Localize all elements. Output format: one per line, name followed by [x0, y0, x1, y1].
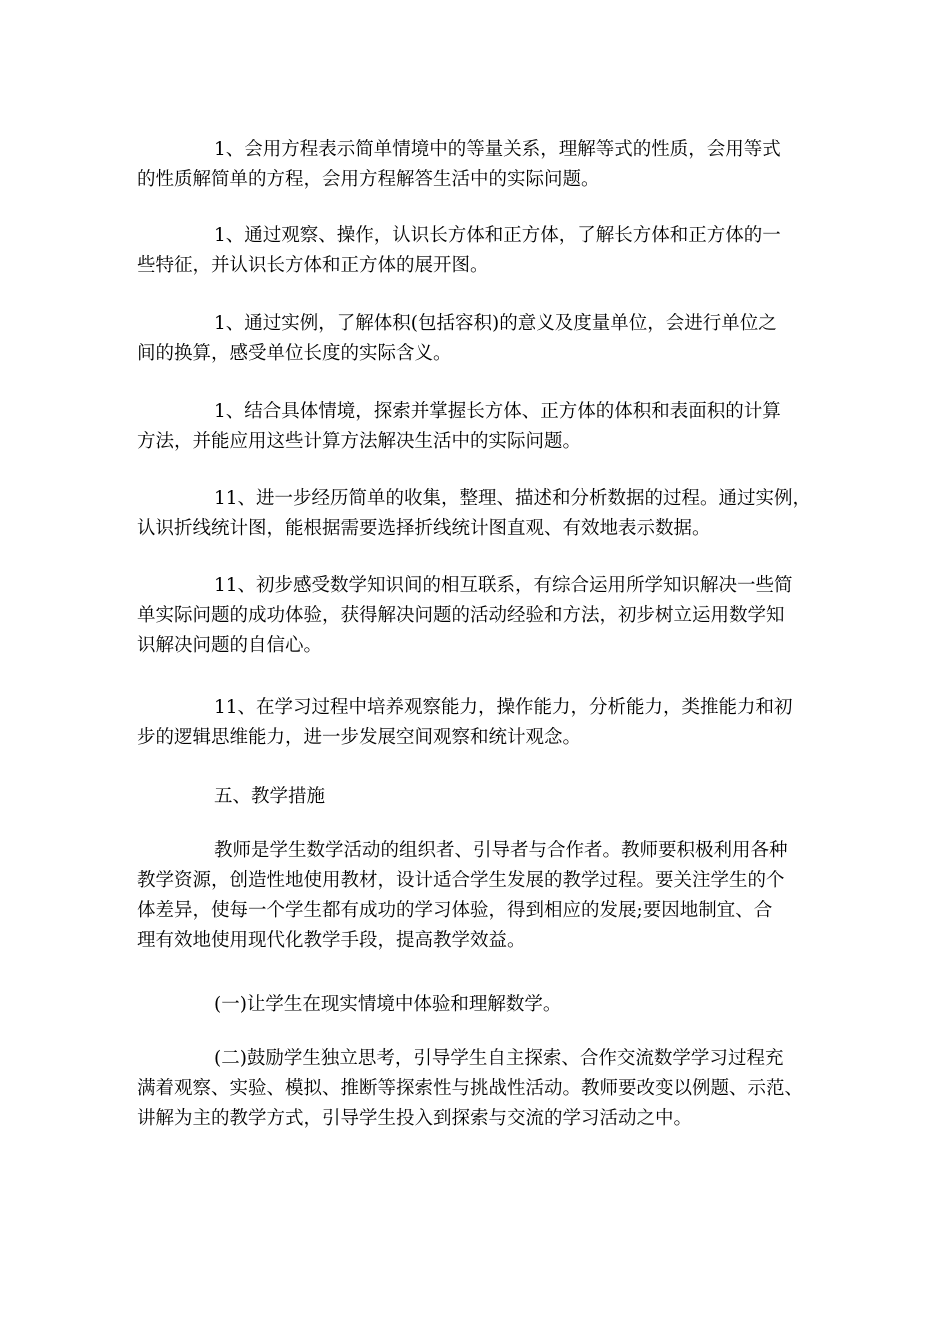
paragraph-6: [137, 571, 837, 661]
paragraph-line: 教学资源，创造性地使用教材，设计适合学生发展的教学过程。要关注学生的个: [137, 870, 785, 891]
paragraph-9: [137, 990, 837, 1020]
paragraph-line: 讲解为主的教学方式，引导学生投入到探索与交流的学习活动之中。: [137, 1108, 693, 1129]
paragraph-line: 方法，并能应用这些计算方法解决生活中的实际问题。: [137, 431, 582, 452]
paragraph-line: 11、进一步经历简单的收集，整理、描述和分析数据的过程。通过实例，: [214, 488, 812, 509]
paragraph-line: 教师是学生数学活动的组织者、引导者与合作者。教师要积极利用各种: [214, 840, 788, 861]
paragraph-line: 1、会用方程表示简单情境中的等量关系，理解等式的性质，会用等式: [214, 139, 781, 160]
section-heading: [137, 782, 837, 812]
paragraph-line: 11、在学习过程中培养观察能力，操作能力，分析能力，类推能力和初: [214, 697, 793, 718]
paragraph-line: 些特征，并认识长方体和正方体的展开图。: [137, 255, 489, 276]
paragraph-line: 认识折线统计图，能根据需要选择折线统计图直观、有效地表示数据。: [137, 518, 711, 539]
paragraph-5: [137, 484, 837, 544]
paragraph-1: [137, 135, 837, 195]
paragraph-line: 1、结合具体情境，探索并掌握长方体、正方体的体积和表面积的计算: [214, 401, 781, 422]
section-heading-text: 五、教学措施: [214, 786, 326, 807]
paragraph-line: (一)让学生在现实情境中体验和理解数学。: [214, 994, 562, 1015]
paragraph-2: [137, 221, 837, 281]
paragraph-3: [137, 309, 837, 369]
paragraph-4: [137, 397, 837, 457]
paragraph-7: [137, 693, 837, 753]
paragraph-line: 单实际问题的成功体验，获得解决问题的活动经验和方法，初步树立运用数学知: [137, 605, 785, 626]
paragraph-line: 识解决问题的自信心。: [137, 635, 323, 656]
paragraph-line: 间的换算，感受单位长度的实际含义。: [137, 343, 452, 364]
paragraph-line: 1、通过观察、操作，认识长方体和正方体，了解长方体和正方体的一: [214, 225, 781, 246]
paragraph-line: 理有效地使用现代化教学手段，提高教学效益。: [137, 930, 526, 951]
paragraph-8: [137, 836, 837, 956]
paragraph-line: (二)鼓励学生独立思考，引导学生自主探索、合作交流数学学习过程充: [214, 1048, 784, 1069]
paragraph-line: 满着观察、实验、模拟、推断等探索性与挑战性活动。教师要改变以例题、示范、: [137, 1078, 804, 1099]
paragraph-line: 体差异，使每一个学生都有成功的学习体验，得到相应的发展;要因地制宜、合: [137, 900, 773, 921]
paragraph-line: 步的逻辑思维能力，进一步发展空间观察和统计观念。: [137, 727, 582, 748]
paragraph-10: [137, 1044, 837, 1134]
paragraph-line: 11、初步感受数学知识间的相互联系，有综合运用所学知识解决一些简: [214, 575, 793, 596]
paragraph-line: 的性质解简单的方程，会用方程解答生活中的实际问题。: [137, 169, 600, 190]
paragraph-line: 1、通过实例，了解体积(包括容积)的意义及度量单位，会进行单位之: [214, 313, 777, 334]
